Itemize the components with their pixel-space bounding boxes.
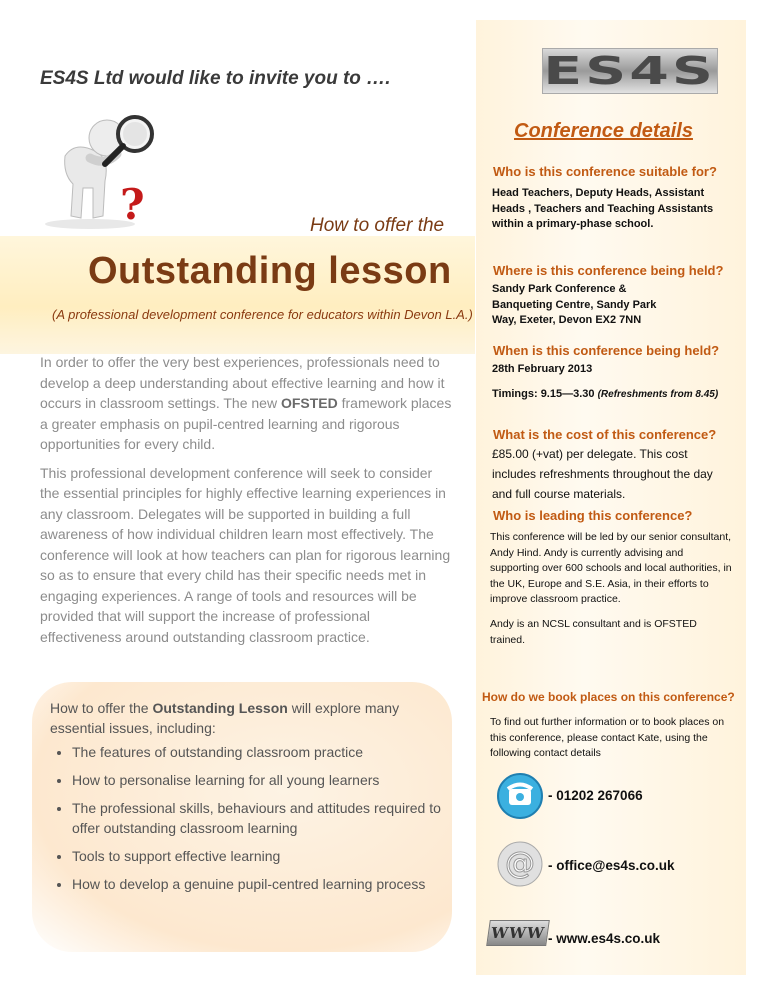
phone-icon [496, 772, 544, 820]
issues-panel [32, 682, 452, 952]
answer-suitable: Head Teachers, Deputy Heads, Assistant Heads , Teachers and Teaching Assistants within a primary-phase school. [492, 187, 714, 230]
list-item: • Tools to support effective learning [72, 846, 452, 866]
list-item: • The features of outstanding classroom practice [72, 742, 452, 762]
page-subtitle: (A professional development conference for educators within Devon L.A.) [52, 307, 473, 322]
question-mark-icon: ? [120, 180, 145, 229]
answer-timings: Timings: 9.15—3.30 (Refreshments from 8.45) [492, 388, 719, 400]
intro-paragraph-1: In order to offer the very best experiences, professionals need to develop a deep understanding about effective learning and how it occurs in classroom settings. The new OFSTED framework places a greater emphasis on pupil-centred learning and rigorous opportunities for every child. [40, 354, 452, 452]
website-address[interactable]: - www.es4s.co.uk [548, 931, 661, 946]
intro-paragraph-2: This professional development conference will seek to consider the essential principles for highly effective learning experiences in any classroom. Delegates will be supported in building a full awareness of how individual children learn most effectively. The conference will look at how teachers can plan for rigorous learning so as to ensure that every child has their specific needs met in engaging experiences. A range of tools and resources will be provided that will support the increase of professional effectiveness around outstanding classroom practice. [40, 464, 451, 645]
answer-cost: £85.00 (+vat) per delegate. This cost includes refreshments throughout the day and full course materials. [492, 447, 713, 501]
magnifier-figure-icon [35, 96, 165, 231]
answer-date: 28th February 2013 [492, 363, 593, 375]
list-item: • How to personalise learning for all young learners [72, 770, 452, 790]
issues-list [44, 742, 452, 902]
question-suitable: Who is this conference suitable for? [493, 164, 717, 179]
svg-text:@: @ [505, 846, 535, 881]
ofsted-bold: OFSTED [280, 395, 338, 411]
page-title: Outstanding lesson [88, 250, 452, 292]
www-icon: WWW [486, 920, 550, 946]
question-leader: Who is leading this conference? [493, 508, 693, 523]
issues-intro: How to offer the Outstanding Lesson will explore many essential issues, including: [50, 700, 400, 736]
title-prefix: How to offer the [310, 215, 445, 236]
question-booking: How do we book places on this conference? [482, 690, 735, 704]
answer-booking: To find out further information or to book places on this conference, please contact Kate, using the following contact details [490, 716, 725, 759]
conference-details-heading: Conference details [514, 120, 693, 142]
at-sign-icon [496, 840, 544, 888]
email-address[interactable]: - office@es4s.co.uk [548, 858, 675, 873]
intro-text [40, 352, 455, 655]
answer-leader-ncsl: Andy is an NCSL consultant and is OFSTED trained. [490, 618, 697, 646]
question-cost: What is the cost of this conference? [493, 427, 717, 442]
answer-where: Sandy Park Conference & Banqueting Centre, Sandy Park Way, Exeter, Devon EX2 7NN [492, 283, 657, 326]
answer-leader: This conference will be led by our senior consultant, Andy Hind. Andy is currently advising and supporting over 600 schools and local authorities, in the UK, Europe and S.E. Asia, in their efforts to improve classroom practice. [490, 531, 732, 605]
invite-heading: ES4S Ltd would like to invite you to …. [40, 68, 391, 89]
phone-number[interactable]: - 01202 267066 [548, 788, 643, 803]
es4s-logo: ES4S [543, 49, 717, 93]
list-item: • How to develop a genuine pupil-centred learning process [72, 874, 452, 894]
question-where: Where is this conference being held? [493, 263, 724, 278]
conference-details-panel [476, 20, 746, 975]
question-when: When is this conference being held? [493, 343, 720, 358]
list-item: • The professional skills, behaviours and attitudes required to offer outstanding classroom learning [72, 798, 452, 838]
